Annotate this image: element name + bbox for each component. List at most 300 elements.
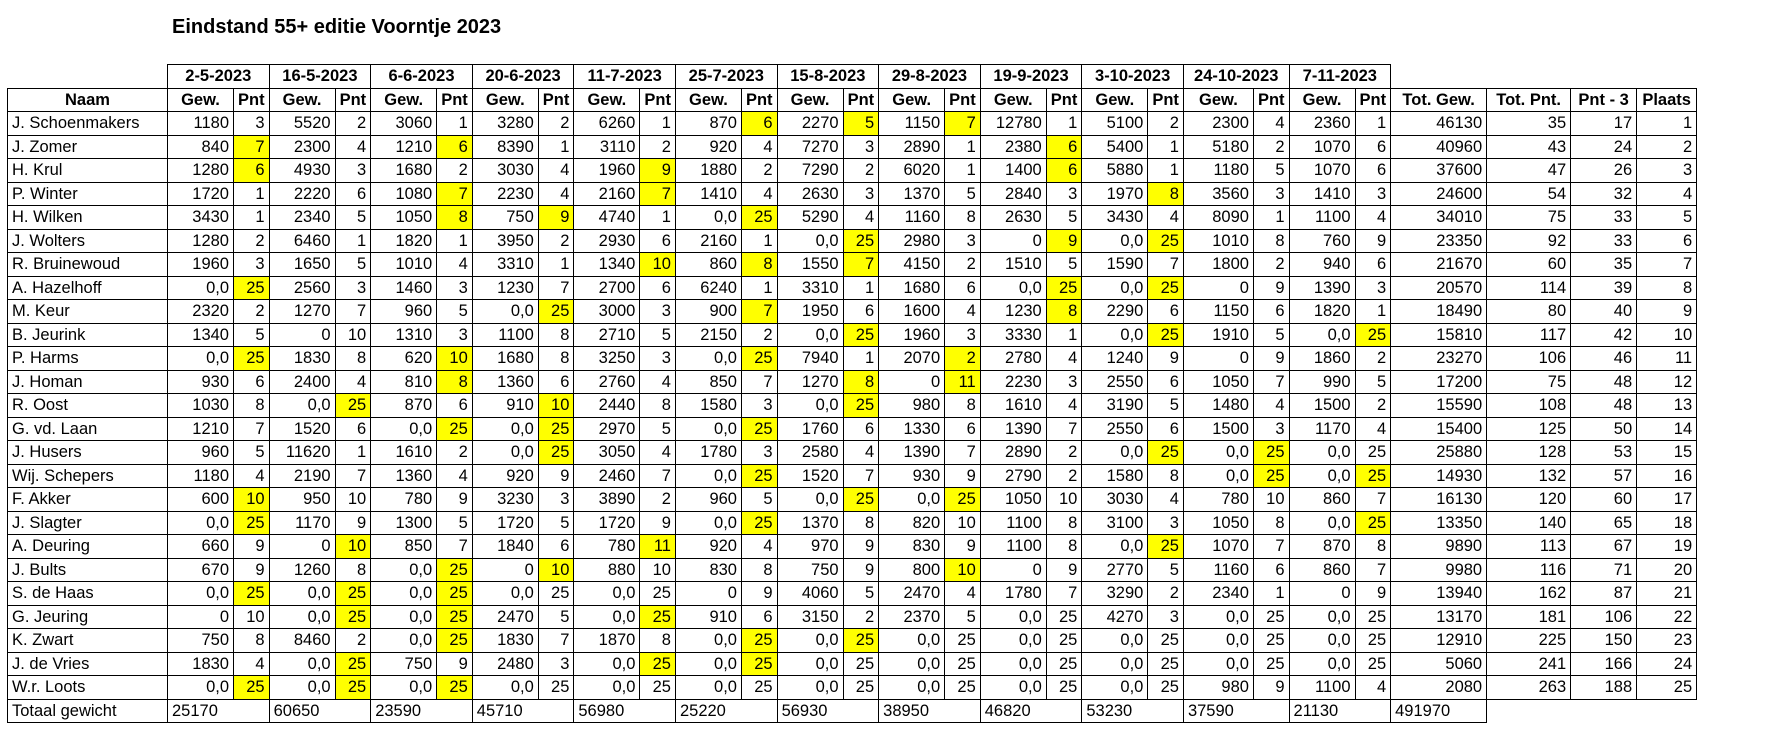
player-name: J. Zomer — [8, 135, 168, 159]
points-cell: 9 — [437, 652, 473, 676]
blank-cell — [8, 65, 168, 89]
points-minus-3-cell: 53 — [1571, 441, 1637, 465]
points-cell: 8 — [741, 558, 777, 582]
weight-cell: 2380 — [980, 135, 1046, 159]
weight-cell: 2470 — [879, 582, 945, 606]
points-cell: 9 — [1355, 582, 1391, 606]
weight-cell: 1170 — [1289, 417, 1355, 441]
total-weight-cell: 9980 — [1391, 558, 1487, 582]
points-cell: 1 — [1046, 112, 1082, 136]
points-cell: 5 — [945, 182, 981, 206]
weight-cell: 0,0 — [269, 394, 335, 418]
points-cell: 25 — [843, 323, 879, 347]
weight-cell: 2360 — [1289, 112, 1355, 136]
header-plaats: Plaats — [1637, 88, 1697, 112]
points-minus-3-cell: 42 — [1571, 323, 1637, 347]
weight-cell: 1720 — [574, 511, 640, 535]
points-cell: 3 — [640, 300, 676, 324]
weight-cell: 0,0 — [980, 605, 1046, 629]
points-cell: 6 — [1148, 417, 1184, 441]
points-cell: 2 — [843, 159, 879, 183]
points-cell: 25 — [843, 229, 879, 253]
weight-cell: 0,0 — [371, 605, 437, 629]
weight-cell: 1950 — [777, 300, 843, 324]
rank-cell: 9 — [1637, 300, 1697, 324]
header-pnt: Pnt — [640, 88, 676, 112]
points-cell: 2 — [843, 605, 879, 629]
weight-cell: 1070 — [1289, 159, 1355, 183]
points-cell: 1 — [1253, 206, 1289, 230]
points-cell: 25 — [234, 582, 270, 606]
points-cell: 25 — [1355, 511, 1391, 535]
weight-cell: 3310 — [777, 276, 843, 300]
weight-cell: 1370 — [777, 511, 843, 535]
points-minus-3-cell: 35 — [1571, 253, 1637, 277]
points-cell: 25 — [538, 582, 574, 606]
weight-cell: 3430 — [168, 206, 234, 230]
weight-cell: 1100 — [472, 323, 538, 347]
table-row — [8, 488, 1697, 512]
weight-cell: 1910 — [1183, 323, 1253, 347]
points-cell: 1 — [741, 276, 777, 300]
player-name: J. Homan — [8, 370, 168, 394]
points-cell: 2 — [1046, 464, 1082, 488]
weight-cell: 0,0 — [879, 652, 945, 676]
points-cell: 10 — [945, 558, 981, 582]
weight-cell: 1100 — [980, 535, 1046, 559]
weight-cell: 1010 — [371, 253, 437, 277]
table-row — [8, 629, 1697, 653]
header-pnt: Pnt — [437, 88, 473, 112]
weight-cell: 1160 — [1183, 558, 1253, 582]
header-pnt: Pnt — [234, 88, 270, 112]
total-points-cell: 113 — [1487, 535, 1571, 559]
points-cell: 3 — [741, 441, 777, 465]
table-row — [8, 441, 1697, 465]
weight-cell: 2160 — [574, 182, 640, 206]
total-weight-cell: 34010 — [1391, 206, 1487, 230]
points-cell: 1 — [1253, 582, 1289, 606]
weight-cell: 980 — [1183, 676, 1253, 700]
total-points-cell: 116 — [1487, 558, 1571, 582]
points-cell: 7 — [1355, 488, 1391, 512]
points-cell: 10 — [335, 488, 371, 512]
date-header-16-5-2023: 16-5-2023 — [269, 65, 371, 89]
points-cell: 10 — [234, 488, 270, 512]
weight-cell: 2220 — [269, 182, 335, 206]
rank-cell: 23 — [1637, 629, 1697, 653]
weight-cell: 2270 — [777, 112, 843, 136]
points-cell: 6 — [945, 276, 981, 300]
weight-cell: 1050 — [371, 206, 437, 230]
weight-cell: 1100 — [1289, 676, 1355, 700]
player-name: A. Deuring — [8, 535, 168, 559]
weight-cell: 2580 — [777, 441, 843, 465]
total-points-cell: 108 — [1487, 394, 1571, 418]
weight-cell: 1180 — [1183, 159, 1253, 183]
points-cell: 4 — [1253, 394, 1289, 418]
points-cell: 1 — [335, 441, 371, 465]
points-cell: 25 — [437, 629, 473, 653]
weight-cell: 0,0 — [168, 347, 234, 371]
header-naam: Naam — [8, 88, 168, 112]
weight-cell: 3950 — [472, 229, 538, 253]
points-cell: 25 — [538, 441, 574, 465]
weight-cell: 0,0 — [472, 582, 538, 606]
points-cell: 9 — [1148, 347, 1184, 371]
weight-cell: 780 — [371, 488, 437, 512]
day-total-weight: 46820 — [980, 699, 1082, 723]
points-cell: 4 — [741, 135, 777, 159]
points-cell: 2 — [1355, 394, 1391, 418]
header-pnt: Pnt — [1148, 88, 1184, 112]
total-points-cell: 181 — [1487, 605, 1571, 629]
total-points-cell: 92 — [1487, 229, 1571, 253]
points-cell: 1 — [1355, 112, 1391, 136]
points-cell: 3 — [741, 394, 777, 418]
points-minus-3-cell: 48 — [1571, 394, 1637, 418]
weight-cell: 3330 — [980, 323, 1046, 347]
weight-cell: 1520 — [269, 417, 335, 441]
table-row — [8, 464, 1697, 488]
weight-cell: 0,0 — [1183, 464, 1253, 488]
total-points-cell: 106 — [1487, 347, 1571, 371]
weight-cell: 0,0 — [269, 676, 335, 700]
player-name: G. Jeuring — [8, 605, 168, 629]
weight-cell: 0,0 — [574, 652, 640, 676]
blank-cell — [1487, 65, 1571, 89]
points-cell: 10 — [437, 347, 473, 371]
column-header-row — [8, 88, 1697, 112]
points-cell: 1 — [437, 229, 473, 253]
points-cell: 5 — [843, 582, 879, 606]
weight-cell: 0,0 — [1082, 535, 1148, 559]
weight-cell: 0,0 — [371, 676, 437, 700]
weight-cell: 2070 — [879, 347, 945, 371]
points-cell: 2 — [1355, 347, 1391, 371]
points-cell: 2 — [741, 323, 777, 347]
weight-cell: 1360 — [371, 464, 437, 488]
points-cell: 25 — [1253, 441, 1289, 465]
weight-cell: 1240 — [1082, 347, 1148, 371]
total-label: Totaal gewicht — [8, 699, 168, 723]
total-weight-cell: 17200 — [1391, 370, 1487, 394]
header-pnt: Pnt — [335, 88, 371, 112]
rank-cell: 16 — [1637, 464, 1697, 488]
points-minus-3-cell: 57 — [1571, 464, 1637, 488]
points-cell: 7 — [1046, 417, 1082, 441]
points-cell: 7 — [1253, 370, 1289, 394]
points-cell: 9 — [1253, 347, 1289, 371]
weight-cell: 1170 — [269, 511, 335, 535]
points-cell: 8 — [1148, 182, 1184, 206]
points-cell: 25 — [1148, 676, 1184, 700]
weight-cell: 0,0 — [1183, 605, 1253, 629]
blank-cell — [1487, 699, 1571, 723]
weight-cell: 2400 — [269, 370, 335, 394]
points-cell: 4 — [538, 159, 574, 183]
points-cell: 9 — [945, 535, 981, 559]
points-cell: 6 — [1355, 135, 1391, 159]
points-cell: 25 — [640, 676, 676, 700]
weight-cell: 960 — [168, 441, 234, 465]
points-cell: 25 — [945, 629, 981, 653]
weight-cell: 780 — [574, 535, 640, 559]
points-cell: 25 — [741, 511, 777, 535]
weight-cell: 1510 — [980, 253, 1046, 277]
weight-cell: 3100 — [1082, 511, 1148, 535]
blank-cell — [1571, 65, 1637, 89]
points-cell: 3 — [1148, 605, 1184, 629]
weight-cell: 0,0 — [675, 676, 741, 700]
points-cell: 9 — [640, 159, 676, 183]
weight-cell: 0,0 — [1082, 629, 1148, 653]
weight-cell: 1820 — [371, 229, 437, 253]
weight-cell: 1050 — [1183, 511, 1253, 535]
rank-cell: 2 — [1637, 135, 1697, 159]
points-cell: 4 — [234, 464, 270, 488]
player-name: A. Hazelhoff — [8, 276, 168, 300]
rank-cell: 15 — [1637, 441, 1697, 465]
weight-cell: 0,0 — [1289, 511, 1355, 535]
table-row — [8, 652, 1697, 676]
weight-cell: 0,0 — [472, 300, 538, 324]
points-cell: 8 — [538, 347, 574, 371]
weight-cell: 1880 — [675, 159, 741, 183]
weight-cell: 0,0 — [269, 652, 335, 676]
points-cell: 4 — [437, 253, 473, 277]
points-minus-3-cell: 87 — [1571, 582, 1637, 606]
points-cell: 25 — [1046, 629, 1082, 653]
weight-cell: 2760 — [574, 370, 640, 394]
total-row — [8, 699, 1697, 723]
weight-cell: 1160 — [879, 206, 945, 230]
points-cell: 25 — [1355, 605, 1391, 629]
weight-cell: 5520 — [269, 112, 335, 136]
player-name: J. Wolters — [8, 229, 168, 253]
points-cell: 9 — [1355, 229, 1391, 253]
points-cell: 4 — [640, 370, 676, 394]
points-cell: 5 — [234, 441, 270, 465]
points-cell: 4 — [945, 582, 981, 606]
points-cell: 7 — [843, 464, 879, 488]
points-cell: 9 — [843, 558, 879, 582]
weight-cell: 1820 — [1289, 300, 1355, 324]
weight-cell: 750 — [472, 206, 538, 230]
table-row — [8, 535, 1697, 559]
weight-cell: 0,0 — [1289, 629, 1355, 653]
blank-cell — [1637, 65, 1697, 89]
points-cell: 3 — [234, 253, 270, 277]
weight-cell: 850 — [675, 370, 741, 394]
points-cell: 5 — [538, 511, 574, 535]
weight-cell: 1230 — [980, 300, 1046, 324]
points-cell: 6 — [1355, 253, 1391, 277]
rank-cell: 22 — [1637, 605, 1697, 629]
table-row — [8, 182, 1697, 206]
points-cell: 4 — [1046, 347, 1082, 371]
points-cell: 8 — [437, 370, 473, 394]
points-cell: 5 — [538, 605, 574, 629]
points-cell: 6 — [1148, 370, 1184, 394]
points-cell: 25 — [437, 582, 473, 606]
player-name: B. Jeurink — [8, 323, 168, 347]
weight-cell: 1650 — [269, 253, 335, 277]
weight-cell: 920 — [675, 535, 741, 559]
points-cell: 10 — [640, 558, 676, 582]
weight-cell: 1600 — [879, 300, 945, 324]
player-name: F. Akker — [8, 488, 168, 512]
total-points-cell: 241 — [1487, 652, 1571, 676]
points-cell: 5 — [741, 488, 777, 512]
weight-cell: 3230 — [472, 488, 538, 512]
points-cell: 6 — [1046, 135, 1082, 159]
points-cell: 8 — [335, 558, 371, 582]
table-row — [8, 323, 1697, 347]
weight-cell: 0,0 — [1289, 605, 1355, 629]
weight-cell: 0,0 — [980, 676, 1046, 700]
points-cell: 8 — [741, 253, 777, 277]
header-gew: Gew. — [371, 88, 437, 112]
points-cell: 8 — [437, 206, 473, 230]
points-cell: 4 — [538, 182, 574, 206]
points-cell: 25 — [335, 652, 371, 676]
weight-cell: 870 — [371, 394, 437, 418]
table-row — [8, 394, 1697, 418]
points-cell: 25 — [335, 394, 371, 418]
points-cell: 5 — [640, 323, 676, 347]
table-row — [8, 159, 1697, 183]
weight-cell: 7270 — [777, 135, 843, 159]
player-name: S. de Haas — [8, 582, 168, 606]
player-name: R. Oost — [8, 394, 168, 418]
points-cell: 2 — [335, 112, 371, 136]
weight-cell: 12780 — [980, 112, 1046, 136]
points-cell: 8 — [1046, 511, 1082, 535]
points-cell: 5 — [1148, 394, 1184, 418]
date-header-25-7-2023: 25-7-2023 — [675, 65, 777, 89]
points-cell: 1 — [1148, 135, 1184, 159]
points-cell: 2 — [1253, 135, 1289, 159]
weight-cell: 0,0 — [371, 582, 437, 606]
points-cell: 9 — [741, 582, 777, 606]
weight-cell: 2480 — [472, 652, 538, 676]
points-cell: 25 — [1148, 535, 1184, 559]
points-cell: 6 — [437, 394, 473, 418]
weight-cell: 3430 — [1082, 206, 1148, 230]
weight-cell: 1180 — [168, 112, 234, 136]
rank-cell: 7 — [1637, 253, 1697, 277]
weight-cell: 1280 — [168, 229, 234, 253]
points-cell: 7 — [640, 464, 676, 488]
weight-cell: 2700 — [574, 276, 640, 300]
rank-cell: 11 — [1637, 347, 1697, 371]
rank-cell: 14 — [1637, 417, 1697, 441]
total-weight-cell: 15810 — [1391, 323, 1487, 347]
points-cell: 4 — [1148, 488, 1184, 512]
points-cell: 2 — [538, 229, 574, 253]
points-cell: 9 — [843, 535, 879, 559]
total-weight-cell: 18490 — [1391, 300, 1487, 324]
points-cell: 25 — [843, 629, 879, 653]
weight-cell: 0,0 — [168, 276, 234, 300]
points-cell: 4 — [335, 370, 371, 394]
total-points-cell: 128 — [1487, 441, 1571, 465]
points-cell: 25 — [1046, 676, 1082, 700]
points-cell: 25 — [1148, 652, 1184, 676]
points-minus-3-cell: 106 — [1571, 605, 1637, 629]
weight-cell: 920 — [675, 135, 741, 159]
rank-cell: 5 — [1637, 206, 1697, 230]
points-cell: 4 — [741, 535, 777, 559]
weight-cell: 2230 — [472, 182, 538, 206]
points-cell: 3 — [1355, 276, 1391, 300]
points-cell: 4 — [1355, 206, 1391, 230]
points-cell: 7 — [234, 135, 270, 159]
weight-cell: 830 — [675, 558, 741, 582]
header-gew: Gew. — [574, 88, 640, 112]
points-cell: 5 — [945, 605, 981, 629]
weight-cell: 0,0 — [777, 676, 843, 700]
weight-cell: 1460 — [371, 276, 437, 300]
total-weight-cell: 46130 — [1391, 112, 1487, 136]
weight-cell: 1370 — [879, 182, 945, 206]
weight-cell: 0,0 — [269, 605, 335, 629]
weight-cell: 930 — [879, 464, 945, 488]
total-points-cell: 43 — [1487, 135, 1571, 159]
weight-cell: 1720 — [168, 182, 234, 206]
weight-cell: 1500 — [1289, 394, 1355, 418]
points-minus-3-cell: 67 — [1571, 535, 1637, 559]
weight-cell: 4930 — [269, 159, 335, 183]
points-cell: 25 — [945, 676, 981, 700]
weight-cell: 1830 — [168, 652, 234, 676]
points-cell: 25 — [1355, 629, 1391, 653]
weight-cell: 0,0 — [777, 229, 843, 253]
total-points-cell: 225 — [1487, 629, 1571, 653]
weight-cell: 0,0 — [1289, 441, 1355, 465]
points-cell: 6 — [843, 300, 879, 324]
points-cell: 25 — [741, 347, 777, 371]
points-cell: 9 — [1046, 229, 1082, 253]
rank-cell: 10 — [1637, 323, 1697, 347]
points-minus-3-cell: 40 — [1571, 300, 1637, 324]
points-cell: 25 — [1355, 323, 1391, 347]
weight-cell: 4740 — [574, 206, 640, 230]
points-cell: 3 — [1253, 182, 1289, 206]
points-cell: 4 — [843, 206, 879, 230]
weight-cell: 0,0 — [777, 323, 843, 347]
weight-cell: 860 — [1289, 488, 1355, 512]
weight-cell: 2160 — [675, 229, 741, 253]
weight-cell: 2710 — [574, 323, 640, 347]
weight-cell: 1680 — [472, 347, 538, 371]
total-points-cell: 263 — [1487, 676, 1571, 700]
points-cell: 7 — [234, 417, 270, 441]
points-cell: 25 — [538, 300, 574, 324]
points-cell: 10 — [538, 394, 574, 418]
weight-cell: 920 — [472, 464, 538, 488]
weight-cell: 0,0 — [675, 464, 741, 488]
blank-cell — [1571, 699, 1637, 723]
date-header-15-8-2023: 15-8-2023 — [777, 65, 879, 89]
points-cell: 2 — [335, 629, 371, 653]
points-cell: 25 — [1355, 441, 1391, 465]
weight-cell: 3030 — [472, 159, 538, 183]
points-cell: 3 — [234, 112, 270, 136]
day-total-weight: 53230 — [1082, 699, 1184, 723]
header-gew: Gew. — [168, 88, 234, 112]
